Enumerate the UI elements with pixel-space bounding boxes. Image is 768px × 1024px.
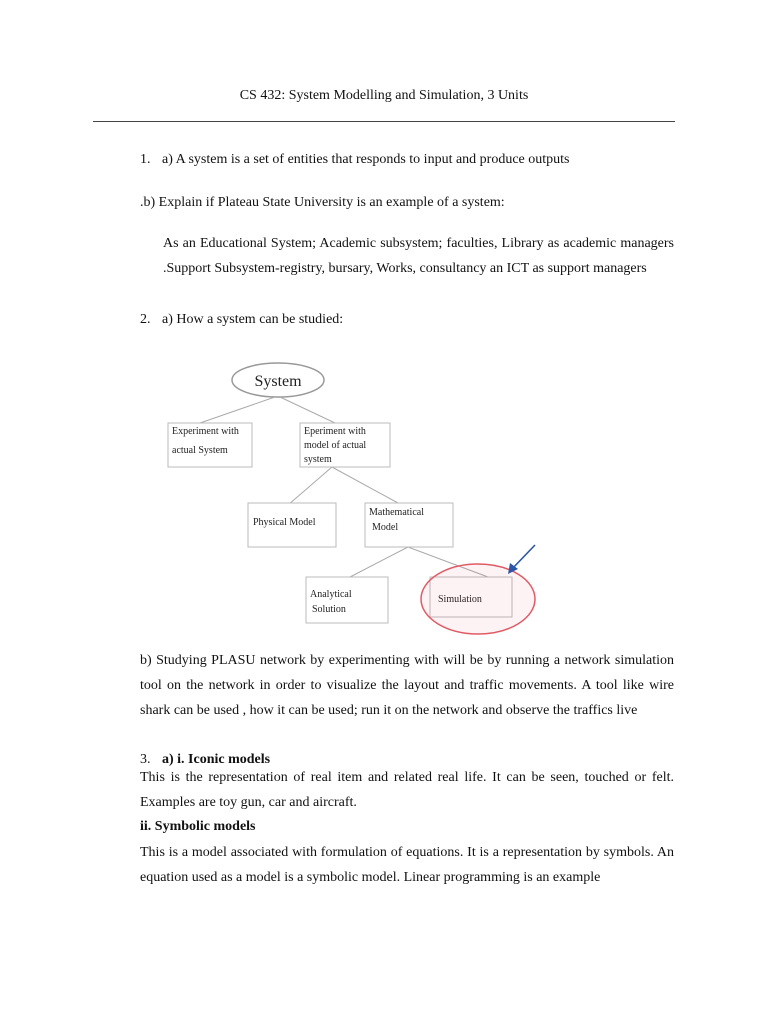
q1-a-text: a) A system is a set of entities that responds to input and produce outputs (162, 152, 570, 167)
physical-model-label: Physical Model (253, 517, 316, 528)
mathematical-model-line2: Model (372, 522, 399, 533)
q1-number: 1. (140, 152, 151, 167)
q3-number: 3. (140, 752, 151, 767)
mathematical-model-line1: Mathematical (369, 507, 424, 518)
experiment-actual-line1: Experiment with (172, 426, 239, 437)
q1-part-a (140, 152, 570, 168)
analytical-solution-box (306, 577, 388, 623)
q1-answer: As an Educational System; Academic subsystem; faculties, Library as academic managers .Support Subsystem-registry, bursary, Works, consultancy an ICT as support managers (163, 236, 674, 276)
q2-number: 2. (140, 312, 151, 327)
simulation-highlight-circle (421, 564, 535, 634)
q2-a-text: a) How a system can be studied: (162, 312, 344, 327)
experiment-model-line3: system (304, 454, 332, 465)
experiment-actual-line2: actual System (172, 445, 228, 456)
iconic-models-text: This is the representation of real item and related real life. It can be seen, touched or felt. Examples are toy gun, car and aircraft. (140, 770, 674, 810)
q2-part-a (140, 312, 343, 328)
experiment-model-line2: model of actual (304, 440, 367, 451)
analytical-solution-line2: Solution (312, 604, 346, 615)
q3-heading-b: ii. Symbolic models (140, 819, 256, 834)
pointer-arrow-icon (508, 545, 535, 574)
q2-part-b: b) Studying PLASU network by experimenting with will be by running a network simulation tool on the network in order to visualize the layout and traffic movements. A tool like wire shark can be used , how it can be used; run it on the network and observe the traffics live (140, 653, 674, 718)
system-node-label: System (254, 373, 302, 390)
q3-heading-a-text: a) i. Iconic models (162, 752, 271, 767)
q1-part-b: .b) Explain if Plateau State University is an example of a system: (140, 195, 505, 210)
header-divider (93, 121, 675, 122)
symbolic-models-text: This is a model associated with formulation of equations. It is a representation by symbols. An equation used as a model is a symbolic model. Linear programming is an example (140, 845, 674, 885)
experiment-model-line1: Eperiment with (304, 426, 366, 437)
page-header: CS 432: System Modelling and Simulation, 3 Units (239, 88, 529, 103)
analytical-solution-line1: Analytical (310, 589, 352, 600)
system-study-diagram (140, 355, 560, 645)
